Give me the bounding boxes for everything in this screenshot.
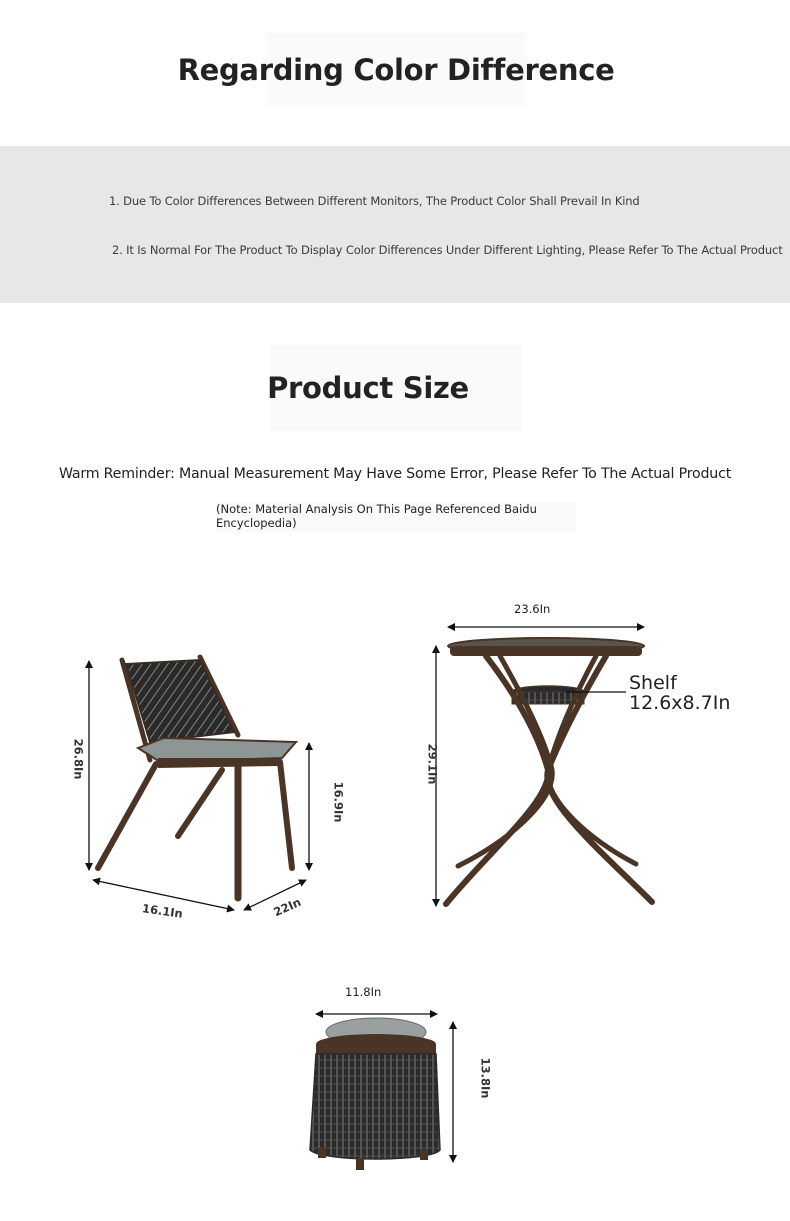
warm-reminder: Warm Reminder: Manual Measurement May Have Some Error, Please Refer To The Actual Product xyxy=(58,466,732,482)
color-note-1: 1. Due To Color Differences Between Different Monitors, The Product Color Shall Prevail In Kind xyxy=(109,194,640,208)
shelf-label: Shelf xyxy=(629,672,677,694)
color-section-title: Regarding Color Difference xyxy=(177,53,615,87)
chair-height-label: 26.8In xyxy=(71,738,86,780)
shelf-callout xyxy=(629,673,730,713)
chair-drawing xyxy=(89,657,309,910)
table-height-label: 29.1In xyxy=(425,743,440,785)
shelf-size: 12.6x8.7In xyxy=(629,692,731,714)
stool-diameter-label: 11.8In xyxy=(345,985,382,999)
material-note: (Note: Material Analysis On This Page Referenced Baidu Encyclopedia) xyxy=(216,502,576,532)
table-drawing xyxy=(436,627,652,906)
color-note-2: 2. It Is Normal For The Product To Display Color Differences Under Different Lighting, Please Refer To The Actual Product xyxy=(112,243,783,257)
chair-depth-label: 22In xyxy=(271,894,304,920)
stool-height-label: 13.8In xyxy=(478,1057,493,1099)
size-section-title: Product Size xyxy=(267,371,469,405)
table-diameter-label: 23.6In xyxy=(514,602,551,616)
stool-drawing xyxy=(310,1014,453,1170)
chair-width-label: 16.1In xyxy=(141,901,184,921)
chair-seat-height-label: 16.9In xyxy=(331,781,346,823)
